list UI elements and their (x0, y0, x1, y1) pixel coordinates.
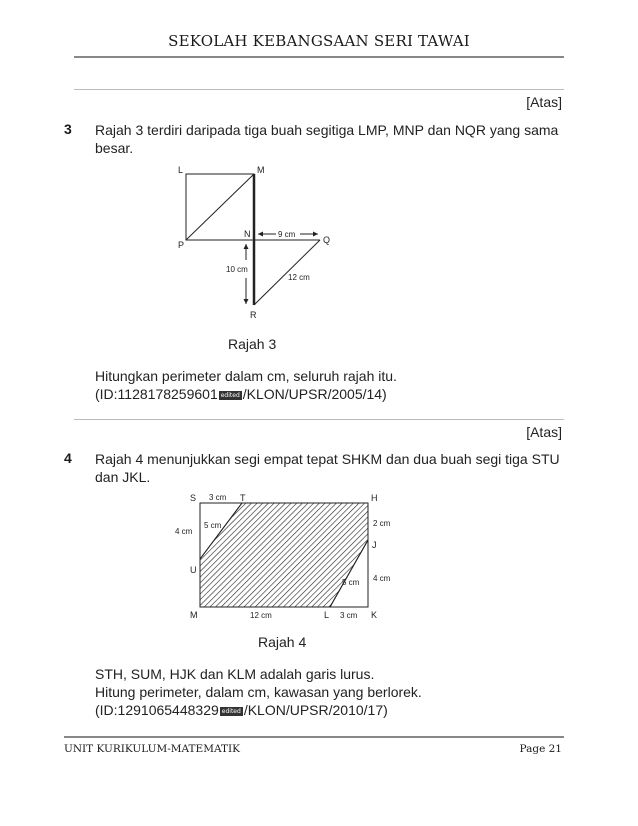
label-m: M (190, 610, 198, 620)
label-u: U (190, 565, 197, 575)
q4-id-prefix: (ID:1291065448329 (95, 702, 219, 718)
label-h: H (371, 493, 378, 503)
label-p: P (178, 240, 185, 250)
shaded-region (200, 503, 368, 607)
label-r: R (250, 310, 257, 320)
dim-nq: 9 cm (278, 230, 296, 239)
footer-unit: UNIT KURIKULUM-MATEMATIK (64, 743, 240, 755)
dim-st: 3 cm (209, 493, 227, 502)
dim-hj: 2 cm (373, 519, 391, 528)
q3-stamp: edited (220, 391, 240, 399)
q3-instruction: Hitungkan perimeter dalam cm, seluruh rajah itu. (95, 368, 397, 384)
arrowhead-r (244, 299, 249, 304)
header-divider (74, 56, 564, 58)
q4-id-line (95, 702, 388, 718)
q4-divider (74, 419, 564, 420)
label-n: N (244, 229, 251, 239)
q4-number: 4 (64, 450, 72, 466)
arrowhead-q (313, 232, 318, 237)
q3-divider (74, 89, 564, 90)
rajah-4-caption: Rajah 4 (258, 634, 307, 650)
arrowhead-n2 (244, 244, 249, 249)
label-s: S (190, 493, 197, 503)
label-m: M (257, 165, 265, 175)
label-q: Q (323, 235, 331, 245)
rajah-3-diagram (160, 160, 350, 325)
school-title: SEKOLAH KEBANGSAAN SERI TAWAI (168, 32, 470, 50)
q4-id-suffix: /KLON/UPSR/2010/17) (243, 702, 388, 718)
footer-page-number: Page 21 (519, 743, 562, 755)
label-l: L (178, 165, 184, 175)
dim-jk: 4 cm (373, 574, 391, 583)
rajah-3-caption: Rajah 3 (228, 336, 277, 352)
q4-atas-link[interactable]: [Atas] (526, 424, 562, 440)
dim-jl: 5 cm (342, 578, 360, 587)
label-l: L (324, 610, 330, 620)
q3-id-suffix: /KLON/UPSR/2005/14) (242, 386, 387, 402)
q4-text: Rajah 4 menunjukkan segi empat tepat SHKM dan dua buah segi tiga STU dan JKL. (95, 451, 560, 485)
label-k: K (371, 610, 378, 620)
line-qr (254, 240, 320, 305)
label-t: T (240, 493, 246, 503)
dim-tu: 5 cm (204, 521, 222, 530)
arrowhead-n (258, 232, 263, 237)
dim-nr: 10 cm (226, 265, 248, 274)
q3-id-line (95, 386, 387, 402)
dim-lk: 3 cm (340, 611, 358, 620)
q4-line-1: STH, SUM, HJK dan KLM adalah garis lurus. (95, 666, 375, 682)
q4-stamp: edited (221, 707, 241, 715)
label-j: J (372, 540, 377, 550)
dim-qr: 12 cm (288, 273, 310, 282)
q4-line-2: Hitung perimeter, dalam cm, kawasan yang berlorek. (95, 684, 422, 700)
dim-su: 4 cm (175, 527, 193, 536)
q3-text: Rajah 3 terdiri daripada tiga buah segitiga LMP, MNP dan NQR yang sama besar. (95, 122, 559, 156)
q3-number: 3 (64, 121, 72, 137)
footer-divider (64, 736, 564, 738)
rajah-4-diagram (170, 488, 410, 623)
q3-atas-link[interactable]: [Atas] (526, 94, 562, 110)
dim-ml: 12 cm (250, 611, 272, 620)
q3-id-prefix: (ID:1128178259601 (95, 386, 218, 402)
